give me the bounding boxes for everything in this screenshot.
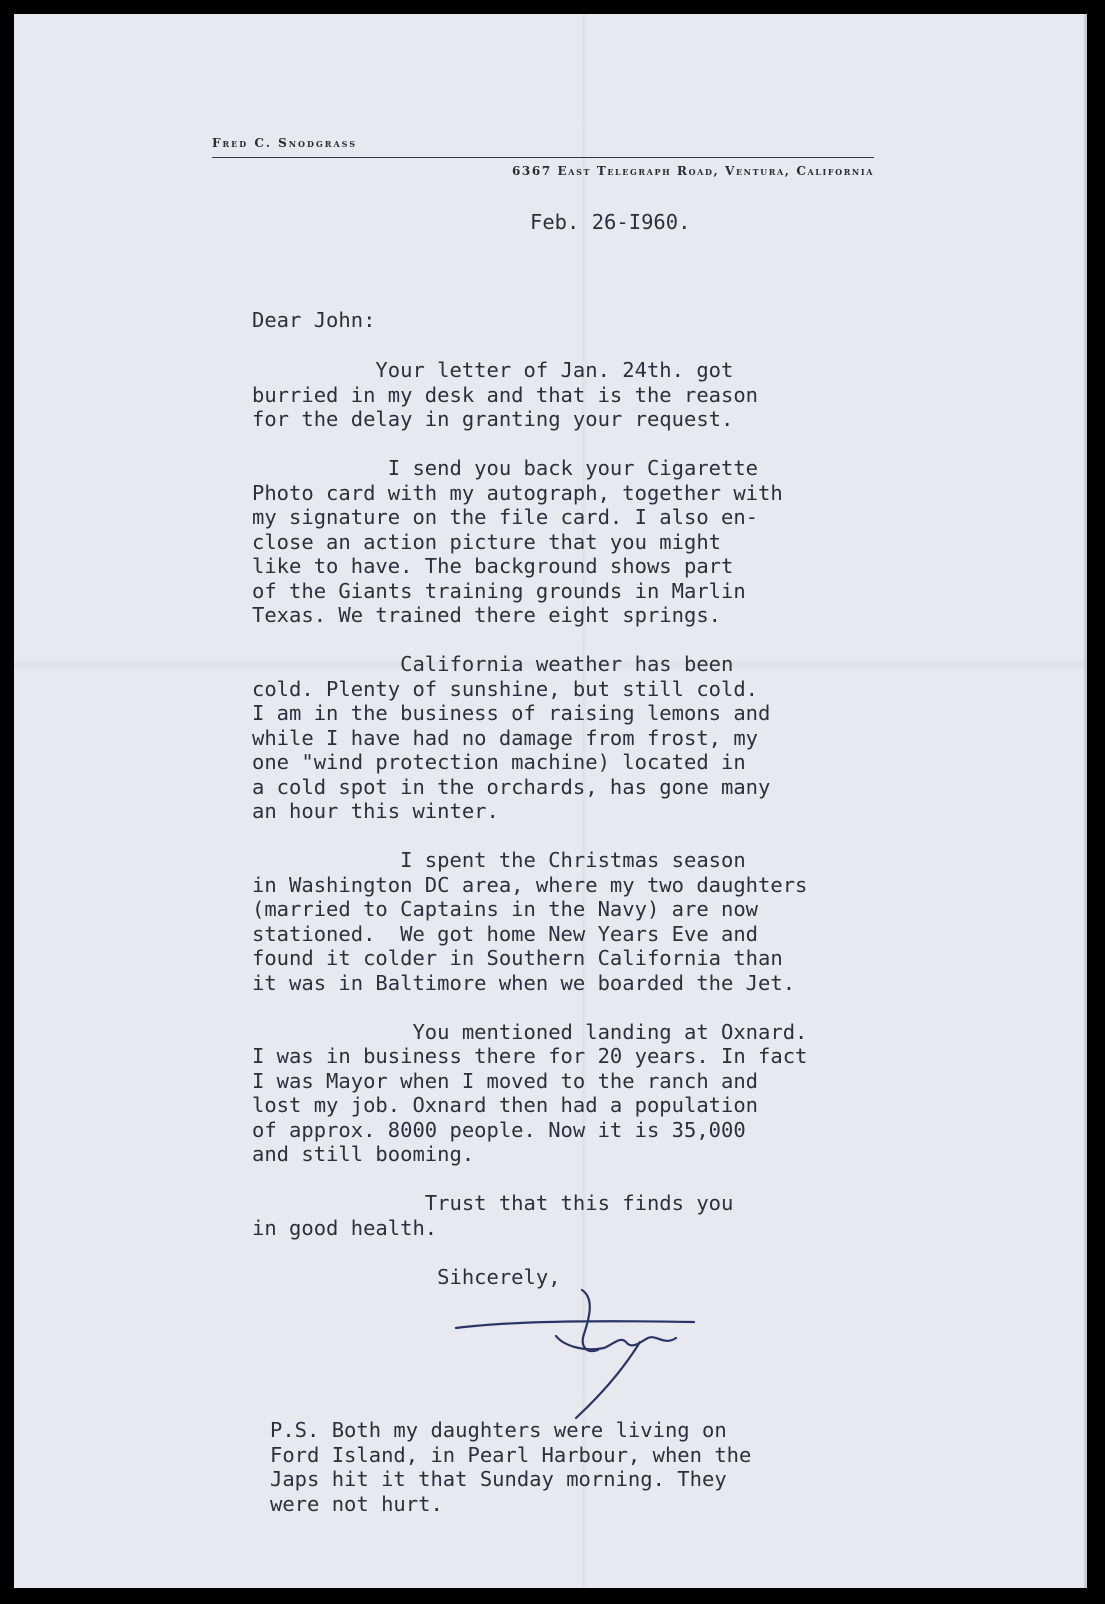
letter-line: my signature on the file card. I also en-: [252, 505, 759, 529]
letter-line: like to have. The background shows part: [252, 554, 734, 578]
letterhead-name: Fred C. Snodgrass: [212, 136, 358, 150]
postscript-line: were not hurt.: [270, 1491, 443, 1516]
letter-line: [252, 824, 807, 849]
letter-line: I am in the business of raising lemons and: [252, 701, 771, 725]
letter-line: of approx. 8000 people. Now it is 35,000: [252, 1117, 746, 1142]
letter-line: [252, 1240, 807, 1265]
letter-line: one "wind protection machine) located in: [252, 750, 746, 774]
letter-line: while I have had no damage from frost, my: [252, 725, 759, 750]
letter-line: California weather has been: [252, 652, 734, 676]
letter-line: [252, 1167, 807, 1192]
letter-line: Sihcerely,: [252, 1264, 561, 1289]
letter-line: (married to Captains in the Navy) are now: [252, 897, 759, 921]
letter-date: Feb. 26-I960.: [530, 210, 691, 234]
signature-image: [444, 1276, 724, 1426]
letter-line: stationed. We got home New Years Eve and: [252, 921, 759, 946]
letter-line: it was in Baltimore when we boarded the Jet.: [252, 970, 796, 995]
letter-line: Texas. We trained there eight springs.: [252, 603, 721, 627]
letter-line: for the delay in granting your request.: [252, 407, 734, 431]
letter-line: Your letter of Jan. 24th. got: [252, 358, 734, 382]
letter-line: an hour this winter.: [252, 799, 499, 823]
postscript-line: Ford Island, in Pearl Harbour, when the: [270, 1442, 752, 1467]
letter-line: burried in my desk and that is the reason: [252, 382, 759, 407]
letter-line: close an action picture that you might: [252, 529, 721, 554]
letter-line: [252, 432, 807, 457]
letter-line: [252, 995, 807, 1020]
letter-line: found it colder in Southern California than: [252, 946, 783, 970]
letter-body: [252, 358, 807, 1289]
letter-line: You mentioned landing at Oxnard.: [252, 1019, 808, 1044]
letter-line: [252, 628, 807, 653]
postscript-line: Japs hit it that Sunday morning. They: [270, 1467, 727, 1491]
letterhead-divider: [212, 157, 874, 158]
letter-line: and still booming.: [252, 1142, 475, 1166]
letter-line: cold. Plenty of sunshine, but still cold.: [252, 676, 759, 701]
letter-line: Photo card with my autograph, together with: [252, 480, 783, 505]
letter-line: Trust that this finds you: [252, 1191, 734, 1215]
postscript-line: P.S. Both my daughters were living on: [270, 1418, 727, 1442]
letter-line: of the Giants training grounds in Marlin: [252, 578, 746, 603]
letter-line: a cold spot in the orchards, has gone many: [252, 774, 771, 799]
letter-line: I was Mayor when I moved to the ranch and: [252, 1068, 759, 1093]
letter-line: in good health.: [252, 1215, 438, 1240]
letter-line: I spent the Christmas season: [252, 848, 746, 872]
letter-sheet: [14, 14, 1087, 1588]
letter-line: I was in business there for 20 years. In fact: [252, 1044, 808, 1068]
letter-line: in Washington DC area, where my two daughters: [252, 872, 808, 897]
letter-line: I send you back your Cigarette: [252, 456, 759, 480]
letter-line: lost my job. Oxnard then had a population: [252, 1093, 759, 1117]
letter-postscript: [270, 1418, 751, 1516]
letterhead-address: 6367 East Telegraph Road, Ventura, California: [511, 164, 874, 178]
letter-salutation: Dear John:: [252, 308, 376, 332]
